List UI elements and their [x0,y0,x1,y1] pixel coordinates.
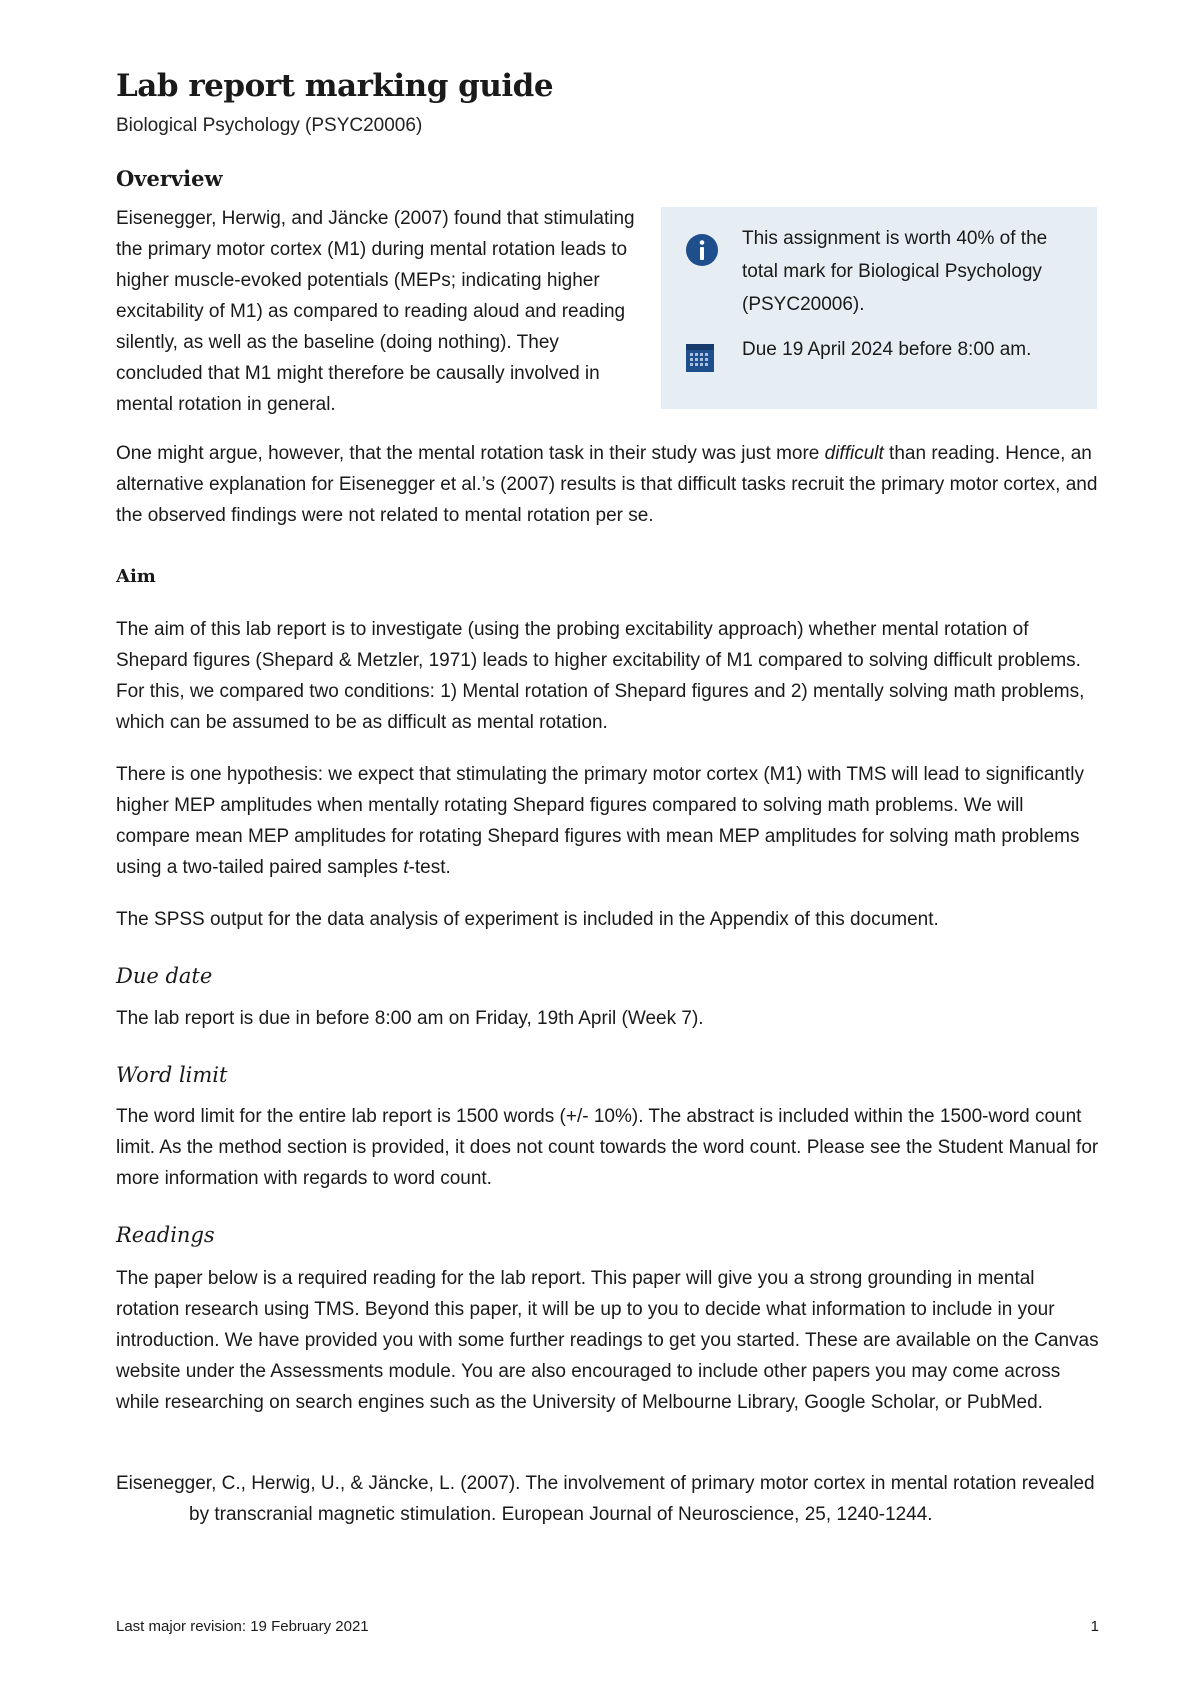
followup-text-before: One might argue, however, that the mental rotation task in their study was just more [116,443,825,464]
footer-revision: Last major revision: 19 February 2021 [116,1618,369,1635]
t-test-emphasis: t [403,857,409,878]
assignment-info-box [661,207,1097,409]
page-number: 1 [1090,1618,1099,1635]
aim-heading: Aim [116,566,156,587]
worth-text: This assignment is worth 40% of the total mark for Biological Psychology (PSYC20006). [742,228,1048,315]
due-date-heading: Due date [116,964,213,988]
followup-text-after: than reading. Hence, an alternative explanation for Eisenegger et al.’s (2007) results is that difficult tasks recruit the primary motor cortex, and the observed findings were not related to mental rotation per se. [116,443,1098,526]
readings-heading: Readings [116,1223,215,1247]
due-text: Due 19 April 2024 before 8:00 am. [742,339,1032,360]
readings-paragraph: The paper below is a required reading for the lab report. This paper will give you a strong grounding in mental rotation research using TMS. Beyond this paper, it will be up to you to decide what information to include in your introduction. We have provided you with some further readings to get you started. These are available on the Canvas website under the Assessments module. You are also encouraged to include other papers you may come across while researching on search engines such as the University of Melbourne Library, Google Scholar, or PubMed. [116,1268,1099,1413]
overview-paragraph: Eisenegger, Herwig, and Jäncke (2007) found that stimulating the primary motor cortex (M1) during mental rotation leads to higher muscle-evoked potentials (MEPs; indicating higher excitability of M1) as compared to reading aloud and reading silently, as well as the baseline (doing nothing). They concluded that M1 might therefore be causally involved in mental rotation in general. [116,208,635,415]
page-subtitle: Biological Psychology (PSYC20006) [116,115,423,136]
calendar-icon [685,343,719,377]
word-limit-paragraph: The word limit for the entire lab report is 1500 words (+/- 10%). The abstract is included within the 1500-word count limit. As the method section is provided, it does not count towards the word count. Please see the Student Manual for more information with regards to word count. [116,1106,1099,1189]
due-date-paragraph: The lab report is due in before 8:00 am on Friday, 19th April (Week 7). [116,1008,704,1029]
hypothesis-paragraph [116,759,1101,883]
aim-paragraph: The aim of this lab report is to investigate (using the probing excitability approach) whether mental rotation of Shepard figures (Shepard & Metzler, 1971) leads to higher excitability of M1 compared to solving difficult problems. For this, we compared two conditions: 1) Mental rotation of Shepard figures and 2) mentally solving math problems, which can be assumed to be as difficult as mental rotation. [116,619,1085,733]
hypothesis-text-after: -test. [408,857,451,878]
hypothesis-text-before: There is one hypothesis: we expect that stimulating the primary motor cortex (M1) with TMS will lead to significantly higher MEP amplitudes when mentally rotating Shepard figures compared to solving math problems. We will compare mean MEP amplitudes for rotating Shepard figures with mean MEP amplitudes for solving math problems using a two-tailed paired samples [116,764,1084,878]
info-icon [685,233,719,267]
overview-followup-paragraph [116,438,1101,531]
followup-emphasis: difficult [824,443,884,464]
word-limit-heading: Word limit [116,1063,228,1087]
page-title: Lab report marking guide [116,68,554,104]
overview-heading: Overview [116,166,223,191]
spss-paragraph: The SPSS output for the data analysis of experiment is included in the Appendix of this document. [116,909,939,930]
reference-entry: Eisenegger, C., Herwig, U., & Jäncke, L. (2007). The involvement of primary motor cortex in mental rotation revealed by transcranial magnetic stimulation. European Journal of Neuroscience, 25, 1240-1244. [116,1473,1095,1525]
